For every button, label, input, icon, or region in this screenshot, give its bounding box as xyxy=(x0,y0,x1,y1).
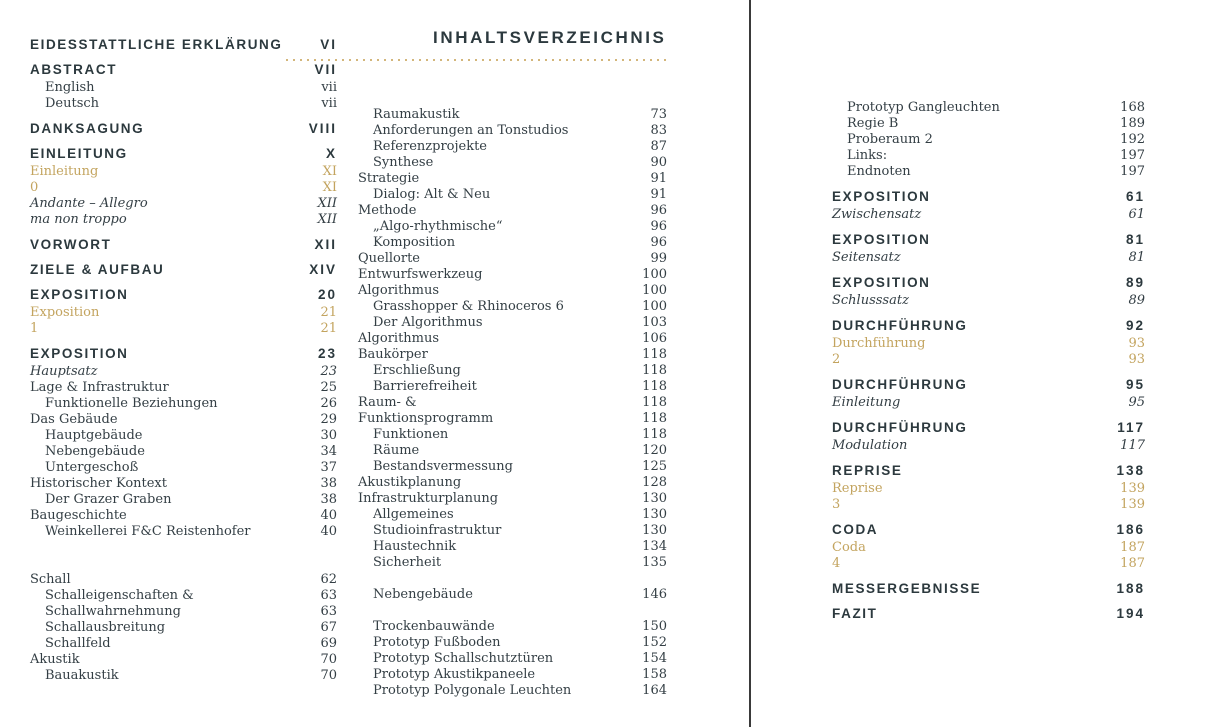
entry-page-number: 103 xyxy=(642,315,667,330)
toc-heading xyxy=(832,420,1145,436)
entry-label: Entwurfswerkzeug xyxy=(358,267,483,282)
entry-label: Zwischensatz xyxy=(832,207,922,222)
toc-heading xyxy=(30,146,337,162)
entry-label: Raumakustik xyxy=(373,107,460,122)
toc-entry xyxy=(832,336,1145,352)
entry-page-number: 168 xyxy=(1120,100,1145,115)
entry-label: Hauptsatz xyxy=(30,364,98,379)
entry-label: DANKSAGUNG xyxy=(30,121,145,136)
toc-entry xyxy=(30,524,337,540)
entry-page-number: 186 xyxy=(1116,522,1145,537)
toc-entry xyxy=(358,635,667,651)
toc-spacer xyxy=(30,556,337,572)
toc-entry xyxy=(30,460,337,476)
entry-page-number: XI xyxy=(322,180,337,195)
toc-entry xyxy=(358,411,667,427)
entry-label: Strategie xyxy=(358,171,420,186)
page-title: INHALTSVERZEICHNIS xyxy=(433,28,667,47)
entry-page-number: 38 xyxy=(320,492,337,507)
toc-entry xyxy=(358,683,667,699)
entry-page-number: 118 xyxy=(642,427,667,442)
entry-label: Akustikplanung xyxy=(358,475,462,490)
entry-label: Quellorte xyxy=(358,251,420,266)
toc-entry xyxy=(30,444,337,460)
toc-column-right xyxy=(832,100,1145,624)
entry-page-number: XI xyxy=(322,164,337,179)
toc-entry xyxy=(358,555,667,571)
entry-page-number: 26 xyxy=(320,396,337,411)
entry-label: Einleitung xyxy=(832,395,901,410)
entry-label: Prototyp Schallschutztüren xyxy=(373,651,554,666)
entry-page-number: X xyxy=(325,146,337,161)
toc-entry xyxy=(358,283,667,299)
entry-label: EINLEITUNG xyxy=(30,146,128,161)
entry-label: Das Gebäude xyxy=(30,412,118,427)
toc-entry xyxy=(358,459,667,475)
entry-label: Der Algorithmus xyxy=(373,315,483,330)
toc-entry xyxy=(30,572,337,588)
toc-entry xyxy=(358,331,667,347)
entry-page-number: 67 xyxy=(320,620,337,635)
entry-page-number: 90 xyxy=(650,155,667,170)
entry-label: Coda xyxy=(832,540,866,555)
entry-page-number: 61 xyxy=(1125,189,1145,204)
entry-page-number: 154 xyxy=(642,651,667,666)
entry-label: Prototyp Akustikpaneele xyxy=(373,667,536,682)
toc-entry xyxy=(30,620,337,636)
toc-entry xyxy=(358,187,667,203)
toc-entry xyxy=(30,196,337,212)
toc-entry xyxy=(30,668,337,684)
entry-page-number: 93 xyxy=(1128,352,1145,367)
entry-label: Allgemeines xyxy=(373,507,454,522)
entry-page-number: 69 xyxy=(320,636,337,651)
entry-label: Lage & Infrastruktur xyxy=(30,380,169,395)
entry-label: Andante – Allegro xyxy=(30,196,148,211)
toc-entry xyxy=(358,139,667,155)
toc-entry xyxy=(30,652,337,668)
toc-heading xyxy=(832,581,1145,597)
entry-label: Schalleigenschaften & xyxy=(45,588,194,603)
entry-page-number: 117 xyxy=(1117,420,1145,435)
entry-label: Trockenbauwände xyxy=(373,619,495,634)
entry-label: Weinkellerei F&C Reistenhofer xyxy=(45,524,251,539)
entry-page-number: 96 xyxy=(650,219,667,234)
toc-column-left xyxy=(30,28,337,684)
toc-entry xyxy=(358,491,667,507)
entry-label: Prototyp Gangleuchten xyxy=(847,100,1000,115)
entry-page-number: 117 xyxy=(1120,438,1145,453)
toc-entry xyxy=(358,363,667,379)
entry-label: Bauakustik xyxy=(45,668,119,683)
toc-entry xyxy=(832,497,1145,513)
page-divider-line xyxy=(749,0,751,727)
entry-label: Referenzprojekte xyxy=(373,139,487,154)
entry-label: Links: xyxy=(847,148,888,163)
entry-label: Seitensatz xyxy=(832,250,901,265)
entry-label: DURCHFÜHRUNG xyxy=(832,420,968,435)
entry-page-number: 197 xyxy=(1120,164,1145,179)
entry-page-number: 91 xyxy=(650,171,667,186)
entry-page-number: 130 xyxy=(642,507,667,522)
toc-entry xyxy=(358,155,667,171)
entry-page-number: 130 xyxy=(642,523,667,538)
entry-page-number: 125 xyxy=(642,459,667,474)
toc-entry xyxy=(358,123,667,139)
entry-label: Der Grazer Graben xyxy=(45,492,172,507)
toc-entry xyxy=(30,96,337,112)
entry-page-number: XII xyxy=(317,196,337,211)
toc-entry xyxy=(832,293,1145,309)
entry-label: Haustechnik xyxy=(373,539,457,554)
entry-label: DURCHFÜHRUNG xyxy=(832,377,968,392)
entry-page-number: 62 xyxy=(320,572,337,587)
entry-page-number: 188 xyxy=(1116,581,1145,596)
entry-label: 1 xyxy=(30,321,39,336)
entry-page-number: 99 xyxy=(650,251,667,266)
entry-page-number: 118 xyxy=(642,347,667,362)
toc-entry xyxy=(358,379,667,395)
entry-page-number: 130 xyxy=(642,491,667,506)
entry-label: FAZIT xyxy=(832,606,878,621)
entry-page-number: 73 xyxy=(650,107,667,122)
entry-page-number: 21 xyxy=(320,305,337,320)
entry-label: Räume xyxy=(373,443,420,458)
toc-entry xyxy=(358,251,667,267)
entry-page-number: 23 xyxy=(317,346,337,361)
toc-heading xyxy=(30,346,337,362)
toc-entry xyxy=(358,299,667,315)
entry-label: Infrastrukturplanung xyxy=(358,491,499,506)
entry-page-number: 38 xyxy=(320,476,337,491)
entry-page-number: 100 xyxy=(642,283,667,298)
entry-page-number: 152 xyxy=(642,635,667,650)
toc-spacer xyxy=(358,571,667,587)
toc-entry xyxy=(358,667,667,683)
entry-page-number: 120 xyxy=(642,443,667,458)
toc-heading xyxy=(30,62,337,78)
entry-label: English xyxy=(45,80,95,95)
dotted-separator xyxy=(286,59,667,61)
toc-entry xyxy=(30,588,337,604)
entry-label: MESSERGEBNISSE xyxy=(832,581,982,596)
entry-label: 4 xyxy=(832,556,841,571)
entry-label: Schallwahrnehmung xyxy=(45,604,181,619)
toc-entry xyxy=(832,438,1145,454)
toc-entry xyxy=(30,164,337,180)
entry-label: Proberaum 2 xyxy=(847,132,933,147)
entry-page-number: 89 xyxy=(1128,293,1145,308)
toc-entry xyxy=(358,507,667,523)
entry-label: Bestandsvermessung xyxy=(373,459,513,474)
entry-label: Endnoten xyxy=(847,164,911,179)
toc-entry xyxy=(358,107,667,123)
toc-heading xyxy=(832,377,1145,393)
entry-label: Baukörper xyxy=(358,347,428,362)
entry-page-number: 89 xyxy=(1125,275,1145,290)
toc-entry xyxy=(30,412,337,428)
toc-entry xyxy=(358,475,667,491)
entry-page-number: 118 xyxy=(642,379,667,394)
toc-heading xyxy=(30,121,337,137)
toc-heading xyxy=(832,232,1145,248)
toc-entry xyxy=(832,100,1145,116)
entry-label: Untergeschoß xyxy=(45,460,139,475)
entry-label: Modulation xyxy=(832,438,908,453)
toc-entry xyxy=(30,492,337,508)
entry-page-number: 87 xyxy=(650,139,667,154)
toc-entry xyxy=(832,148,1145,164)
entry-label: 0 xyxy=(30,180,39,195)
entry-label: Schallfeld xyxy=(45,636,111,651)
entry-page-number: 93 xyxy=(1128,336,1145,351)
entry-page-number: 30 xyxy=(320,428,337,443)
entry-page-number: 61 xyxy=(1128,207,1145,222)
entry-page-number: 139 xyxy=(1120,481,1145,496)
entry-label: EXPOSITION xyxy=(832,189,931,204)
entry-label: VORWORT xyxy=(30,237,112,252)
toc-entry xyxy=(30,508,337,524)
toc-entry xyxy=(832,481,1145,497)
entry-label: Regie B xyxy=(847,116,899,131)
toc-entry xyxy=(30,428,337,444)
entry-page-number: XII xyxy=(314,237,337,252)
toc-spacer xyxy=(30,540,337,556)
entry-label: Baugeschichte xyxy=(30,508,127,523)
toc-entry xyxy=(30,180,337,196)
entry-label: REPRISE xyxy=(832,463,903,478)
entry-label: Akustik xyxy=(30,652,80,667)
entry-label: Durchführung xyxy=(832,336,926,351)
entry-label: Funktionen xyxy=(373,427,449,442)
entry-label: Historischer Kontext xyxy=(30,476,167,491)
entry-label: Anforderungen an Tonstudios xyxy=(373,123,569,138)
entry-label: Grasshopper & Rhinoceros 6 xyxy=(373,299,564,314)
toc-entry xyxy=(30,212,337,228)
entry-label: EXPOSITION xyxy=(30,346,129,361)
entry-page-number: VII xyxy=(314,62,337,77)
toc-spacer xyxy=(358,603,667,619)
toc-heading xyxy=(832,522,1145,538)
entry-page-number: 96 xyxy=(650,235,667,250)
entry-page-number: 83 xyxy=(650,123,667,138)
entry-label: Prototyp Fußboden xyxy=(373,635,501,650)
entry-label: Schallausbreitung xyxy=(45,620,166,635)
toc-entry xyxy=(30,636,337,652)
entry-page-number: 187 xyxy=(1120,540,1145,555)
toc-entry xyxy=(358,427,667,443)
entry-label: ma non troppo xyxy=(30,212,127,227)
entry-page-number: 96 xyxy=(650,203,667,218)
toc-entry xyxy=(358,539,667,555)
entry-label: Funktionelle Beziehungen xyxy=(45,396,218,411)
entry-label: Prototyp Polygonale Leuchten xyxy=(373,683,572,698)
entry-page-number: 34 xyxy=(320,444,337,459)
toc-entry xyxy=(832,250,1145,266)
entry-page-number: VI xyxy=(320,37,337,52)
entry-label: Schlusssatz xyxy=(832,293,909,308)
entry-page-number: 118 xyxy=(642,363,667,378)
entry-label: Funktionsprogramm xyxy=(358,411,494,426)
toc-entry xyxy=(832,132,1145,148)
entry-label: Nebengebäude xyxy=(45,444,145,459)
entry-page-number: 81 xyxy=(1125,232,1145,247)
entry-page-number: 192 xyxy=(1120,132,1145,147)
entry-label: ABSTRACT xyxy=(30,62,118,77)
entry-page-number: 20 xyxy=(317,287,337,302)
entry-page-number: 92 xyxy=(1125,318,1145,333)
entry-page-number: 91 xyxy=(650,187,667,202)
entry-label: Schall xyxy=(30,572,71,587)
entry-label: 3 xyxy=(832,497,841,512)
toc-entry xyxy=(30,396,337,412)
entry-page-number: vii xyxy=(321,96,337,111)
toc-entry xyxy=(358,523,667,539)
entry-label: CODA xyxy=(832,522,879,537)
entry-page-number: 135 xyxy=(642,555,667,570)
entry-page-number: XIV xyxy=(309,262,337,277)
entry-page-number: 164 xyxy=(642,683,667,698)
toc-entry xyxy=(358,315,667,331)
entry-label: EXPOSITION xyxy=(832,275,931,290)
toc-heading xyxy=(832,189,1145,205)
entry-page-number: 29 xyxy=(320,412,337,427)
toc-heading xyxy=(30,262,337,278)
toc-entry xyxy=(30,604,337,620)
toc-entry xyxy=(832,352,1145,368)
entry-label: EXPOSITION xyxy=(832,232,931,247)
entry-label: Synthese xyxy=(373,155,434,170)
entry-page-number: 70 xyxy=(320,652,337,667)
entry-page-number: 37 xyxy=(320,460,337,475)
entry-page-number: 23 xyxy=(320,364,337,379)
toc-entry xyxy=(832,395,1145,411)
entry-label: Barrierefreiheit xyxy=(373,379,477,394)
entry-page-number: 189 xyxy=(1120,116,1145,131)
entry-page-number: 95 xyxy=(1125,377,1145,392)
entry-page-number: 95 xyxy=(1128,395,1145,410)
entry-label: Deutsch xyxy=(45,96,100,111)
entry-label: Hauptgebäude xyxy=(45,428,143,443)
toc-heading xyxy=(832,318,1145,334)
toc-heading xyxy=(30,287,337,303)
toc-entry xyxy=(30,364,337,380)
entry-page-number: 197 xyxy=(1120,148,1145,163)
entry-label: EIDESSTATTLICHE ERKLÄRUNG xyxy=(30,37,283,52)
toc-entry xyxy=(358,203,667,219)
entry-label: Studioinfrastruktur xyxy=(373,523,502,538)
entry-page-number: 128 xyxy=(642,475,667,490)
toc-entry xyxy=(832,116,1145,132)
entry-page-number: 106 xyxy=(642,331,667,346)
entry-label: ZIELE & AUFBAU xyxy=(30,262,165,277)
entry-label: Komposition xyxy=(373,235,456,250)
entry-label: 2 xyxy=(832,352,841,367)
entry-page-number: 21 xyxy=(320,321,337,336)
entry-label: DURCHFÜHRUNG xyxy=(832,318,968,333)
entry-page-number: 118 xyxy=(642,395,667,410)
entry-page-number: 100 xyxy=(642,299,667,314)
toc-entry xyxy=(358,347,667,363)
entry-page-number: 70 xyxy=(320,668,337,683)
entry-label: „Algo-rhythmische“ xyxy=(373,219,503,234)
toc-heading xyxy=(30,237,337,253)
entry-label: Raum- & xyxy=(358,395,417,410)
entry-page-number: 187 xyxy=(1120,556,1145,571)
toc-entry xyxy=(358,619,667,635)
toc-entry xyxy=(358,443,667,459)
toc-entry xyxy=(358,235,667,251)
toc-entry xyxy=(832,207,1145,223)
entry-page-number: 134 xyxy=(642,539,667,554)
toc-entry xyxy=(358,651,667,667)
toc-entry xyxy=(30,476,337,492)
toc-entry xyxy=(358,219,667,235)
entry-label: Reprise xyxy=(832,481,883,496)
toc-column-center xyxy=(358,107,667,699)
entry-label: Sicherheit xyxy=(373,555,442,570)
toc-entry xyxy=(358,395,667,411)
entry-label: Einleitung xyxy=(30,164,99,179)
toc-entry xyxy=(358,267,667,283)
toc-entry xyxy=(30,321,337,337)
entry-page-number: VIII xyxy=(308,121,337,136)
toc-entry xyxy=(832,556,1145,572)
entry-label: Erschließung xyxy=(373,363,461,378)
toc-heading xyxy=(832,275,1145,291)
entry-page-number: XII xyxy=(317,212,337,227)
toc-heading xyxy=(832,606,1145,622)
entry-page-number: 138 xyxy=(1116,463,1145,478)
entry-page-number: 158 xyxy=(642,667,667,682)
entry-page-number: vii xyxy=(321,80,337,95)
entry-page-number: 81 xyxy=(1128,250,1145,265)
toc-entry xyxy=(30,305,337,321)
entry-label: EXPOSITION xyxy=(30,287,129,302)
entry-page-number: 100 xyxy=(642,267,667,282)
toc-entry xyxy=(832,540,1145,556)
entry-label: Algorithmus xyxy=(358,283,440,298)
entry-page-number: 40 xyxy=(320,508,337,523)
toc-heading xyxy=(30,37,337,53)
entry-page-number: 63 xyxy=(320,604,337,619)
toc-entry xyxy=(358,171,667,187)
entry-label: Nebengebäude xyxy=(373,587,473,602)
entry-page-number: 25 xyxy=(320,380,337,395)
entry-page-number: 150 xyxy=(642,619,667,634)
entry-page-number: 40 xyxy=(320,524,337,539)
toc-entry xyxy=(832,164,1145,180)
toc-entry xyxy=(30,80,337,96)
entry-page-number: 146 xyxy=(642,587,667,602)
toc-entry xyxy=(358,587,667,603)
entry-page-number: 118 xyxy=(642,411,667,426)
entry-label: Dialog: Alt & Neu xyxy=(373,187,491,202)
toc-entry xyxy=(30,380,337,396)
entry-page-number: 194 xyxy=(1116,606,1145,621)
entry-page-number: 139 xyxy=(1120,497,1145,512)
entry-label: Algorithmus xyxy=(358,331,440,346)
entry-label: Exposition xyxy=(30,305,100,320)
entry-label: Methode xyxy=(358,203,417,218)
toc-heading xyxy=(832,463,1145,479)
entry-page-number: 63 xyxy=(320,588,337,603)
